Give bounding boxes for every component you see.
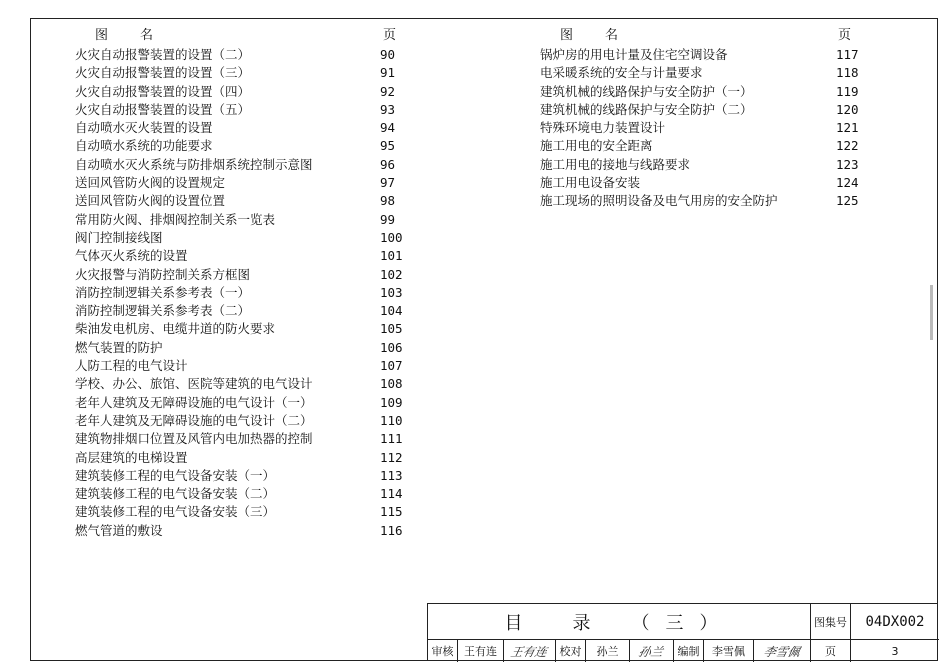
- toc-entry-page: 114: [380, 486, 403, 502]
- toc-entry-page: 122: [836, 138, 859, 154]
- checker-signature: 孙兰: [630, 640, 674, 662]
- toc-entry-title: 柴油发电机房、电缆井道的防火要求: [75, 321, 276, 337]
- toc-header: [540, 24, 870, 46]
- toc-entry: [540, 156, 870, 174]
- reviewer-name: 王有连: [458, 640, 504, 662]
- toc-entry: [75, 156, 415, 174]
- toc-entry-title: 施工用电的接地与线路要求: [540, 156, 691, 172]
- toc-entry: [75, 192, 415, 210]
- atlas-number: 04DX002: [851, 604, 939, 640]
- toc-entry-page: 105: [380, 321, 403, 337]
- toc-entry-title: 送回风管防火阀的设置规定: [75, 175, 226, 191]
- page-label: 页: [811, 640, 851, 662]
- toc-entry: [75, 467, 415, 485]
- toc-entry-title: 学校、办公、旅馆、医院等建筑的电气设计: [75, 376, 313, 392]
- toc-entry-page: 118: [836, 65, 859, 81]
- toc-entry: [75, 174, 415, 192]
- toc-entry: [75, 101, 415, 119]
- toc-entry-title: 火灾自动报警装置的设置（三）: [75, 65, 251, 81]
- toc-entry-page: 91: [380, 65, 396, 81]
- toc-entry-title: 建筑机械的线路保护与安全防护（二）: [540, 101, 753, 117]
- toc-entry-title: 高层建筑的电梯设置: [75, 449, 188, 465]
- toc-entry-title: 老年人建筑及无障碍设施的电气设计（一）: [75, 394, 313, 410]
- toc-entry-page: 123: [836, 156, 859, 172]
- toc-entry-title: 老年人建筑及无障碍设施的电气设计（二）: [75, 412, 313, 428]
- toc-entry: [540, 46, 870, 64]
- toc-entry-title: 燃气装置的防护: [75, 339, 163, 355]
- toc-entry: [75, 302, 415, 320]
- toc-entry-title: 特殊环境电力装置设计: [540, 120, 666, 136]
- toc-entry-title: 气体灭火系统的设置: [75, 248, 188, 264]
- toc-entry-page: 103: [380, 284, 403, 300]
- toc-entry: [540, 64, 870, 82]
- toc-entry: [75, 412, 415, 430]
- toc-entry-page: 120: [836, 101, 859, 117]
- toc-entry: [75, 430, 415, 448]
- toc-entry-title: 消防控制逻辑关系参考表（二）: [75, 303, 251, 319]
- toc-entry-page: 113: [380, 467, 403, 483]
- toc-entry-page: 119: [836, 83, 859, 99]
- toc-entry-title: 施工用电的安全距离: [540, 138, 653, 154]
- title-block: [427, 603, 938, 661]
- reviewer-signature: 王有连: [504, 640, 556, 662]
- toc-entry: [540, 101, 870, 119]
- toc-entry-page: 97: [380, 175, 396, 191]
- toc-list: [75, 46, 415, 540]
- toc-entry-title: 阀门控制接线图: [75, 229, 163, 245]
- toc-entry: [75, 284, 415, 302]
- toc-entry: [540, 119, 870, 137]
- toc-entry: [75, 229, 415, 247]
- toc-entry-page: 93: [380, 101, 396, 117]
- toc-entry: [75, 119, 415, 137]
- toc-entry: [75, 46, 415, 64]
- toc-entry: [75, 320, 415, 338]
- toc-entry-title: 建筑物排烟口位置及风管内电加热器的控制: [75, 431, 313, 447]
- column-header-name: 图 名: [560, 28, 621, 43]
- toc-entry: [75, 211, 415, 229]
- toc-entry: [75, 137, 415, 155]
- toc-entry-title: 锅炉房的用电计量及住宅空调设备: [540, 47, 728, 62]
- toc-entry-page: 111: [380, 431, 403, 447]
- toc-entry-page: 112: [380, 449, 403, 465]
- toc-list: [540, 46, 870, 211]
- toc-entry-title: 消防控制逻辑关系参考表（一）: [75, 284, 251, 300]
- designer-signature: 李雪佩: [754, 640, 811, 662]
- toc-entry-title: 建筑装修工程的电气设备安装（二）: [75, 486, 276, 502]
- toc-entry: [75, 522, 415, 540]
- toc-entry-page: 108: [380, 376, 403, 392]
- toc-entry-page: 100: [380, 229, 403, 245]
- toc-entry: [75, 485, 415, 503]
- toc-entry-page: 102: [380, 266, 403, 282]
- design-label: 编制: [674, 640, 704, 662]
- toc-entry-title: 电采暖系统的安全与计量要求: [540, 65, 703, 81]
- toc-entry-title: 自动喷水灭火系统与防排烟系统控制示意图: [75, 156, 313, 172]
- toc-entry-page: 90: [380, 47, 396, 62]
- toc-entry: [540, 192, 870, 210]
- toc-entry-page: 116: [380, 522, 403, 538]
- toc-entry-page: 94: [380, 120, 396, 136]
- toc-entry-page: 109: [380, 394, 403, 410]
- toc-entry: [75, 503, 415, 521]
- toc-entry: [75, 375, 415, 393]
- column-header-page: 页: [383, 28, 399, 43]
- toc-entry-page: 95: [380, 138, 396, 154]
- toc-entry: [75, 339, 415, 357]
- toc-entry-page: 96: [380, 156, 396, 172]
- toc-entry: [75, 357, 415, 375]
- toc-entry: [75, 449, 415, 467]
- toc-entry-title: 施工现场的照明设备及电气用房的安全防护: [540, 193, 778, 209]
- toc-entry-title: 建筑装修工程的电气设备安装（三）: [75, 504, 276, 520]
- toc-entry-title: 燃气管道的敷设: [75, 522, 163, 538]
- toc-entry: [75, 83, 415, 101]
- toc-entry-title: 火灾报警与消防控制关系方框图: [75, 266, 251, 282]
- column-header-page: 页: [838, 28, 854, 43]
- toc-entry: [75, 64, 415, 82]
- column-header-name: 图 名: [95, 28, 156, 43]
- toc-entry-page: 121: [836, 120, 859, 136]
- toc-entry-page: 125: [836, 193, 859, 209]
- toc-entry-title: 建筑装修工程的电气设备安装（一）: [75, 467, 276, 483]
- sheet-title: 目 录 （三）: [428, 604, 811, 640]
- toc-header: [75, 24, 415, 46]
- toc-entry-title: 施工用电设备安装: [540, 175, 641, 191]
- check-label: 校对: [556, 640, 586, 662]
- toc-entry-title: 建筑机械的线路保护与安全防护（一）: [540, 83, 753, 99]
- toc-entry-title: 自动喷水灭火装置的设置: [75, 120, 213, 136]
- review-label: 审核: [428, 640, 458, 662]
- toc-entry-title: 火灾自动报警装置的设置（二）: [75, 47, 251, 62]
- toc-left-column: [75, 24, 415, 540]
- signature-row: [428, 640, 939, 662]
- toc-entry-title: 自动喷水系统的功能要求: [75, 138, 213, 154]
- designer-name: 李雪佩: [704, 640, 754, 662]
- scan-artifact: [930, 285, 933, 340]
- toc-entry-page: 92: [380, 83, 396, 99]
- toc-entry-title: 送回风管防火阀的设置位置: [75, 193, 226, 209]
- toc-entry-title: 火灾自动报警装置的设置（四）: [75, 83, 251, 99]
- toc-entry-page: 124: [836, 175, 859, 191]
- toc-entry: [75, 394, 415, 412]
- toc-entry: [540, 174, 870, 192]
- toc-entry-title: 人防工程的电气设计: [75, 358, 188, 374]
- toc-entry-title: 火灾自动报警装置的设置（五）: [75, 101, 251, 117]
- toc-entry: [75, 247, 415, 265]
- page-number: 3: [891, 644, 899, 658]
- toc-entry-page: 110: [380, 412, 403, 428]
- toc-entry-page: 117: [836, 47, 859, 62]
- toc-entry-page: 115: [380, 504, 403, 520]
- toc-entry-page: 101: [380, 248, 403, 264]
- toc-entry: [540, 137, 870, 155]
- atlas-number-label: 图集号: [811, 604, 851, 640]
- toc-entry-page: 106: [380, 339, 403, 355]
- toc-entry-page: 104: [380, 303, 403, 319]
- toc-entry: [75, 266, 415, 284]
- toc-entry-title: 常用防火阀、排烟阀控制关系一览表: [75, 211, 276, 227]
- toc-entry-page: 98: [380, 193, 396, 209]
- toc-right-column: [540, 24, 870, 211]
- checker-name: 孙兰: [586, 640, 630, 662]
- toc-entry: [540, 83, 870, 101]
- toc-entry-page: 99: [380, 211, 396, 227]
- toc-entry-page: 107: [380, 358, 403, 374]
